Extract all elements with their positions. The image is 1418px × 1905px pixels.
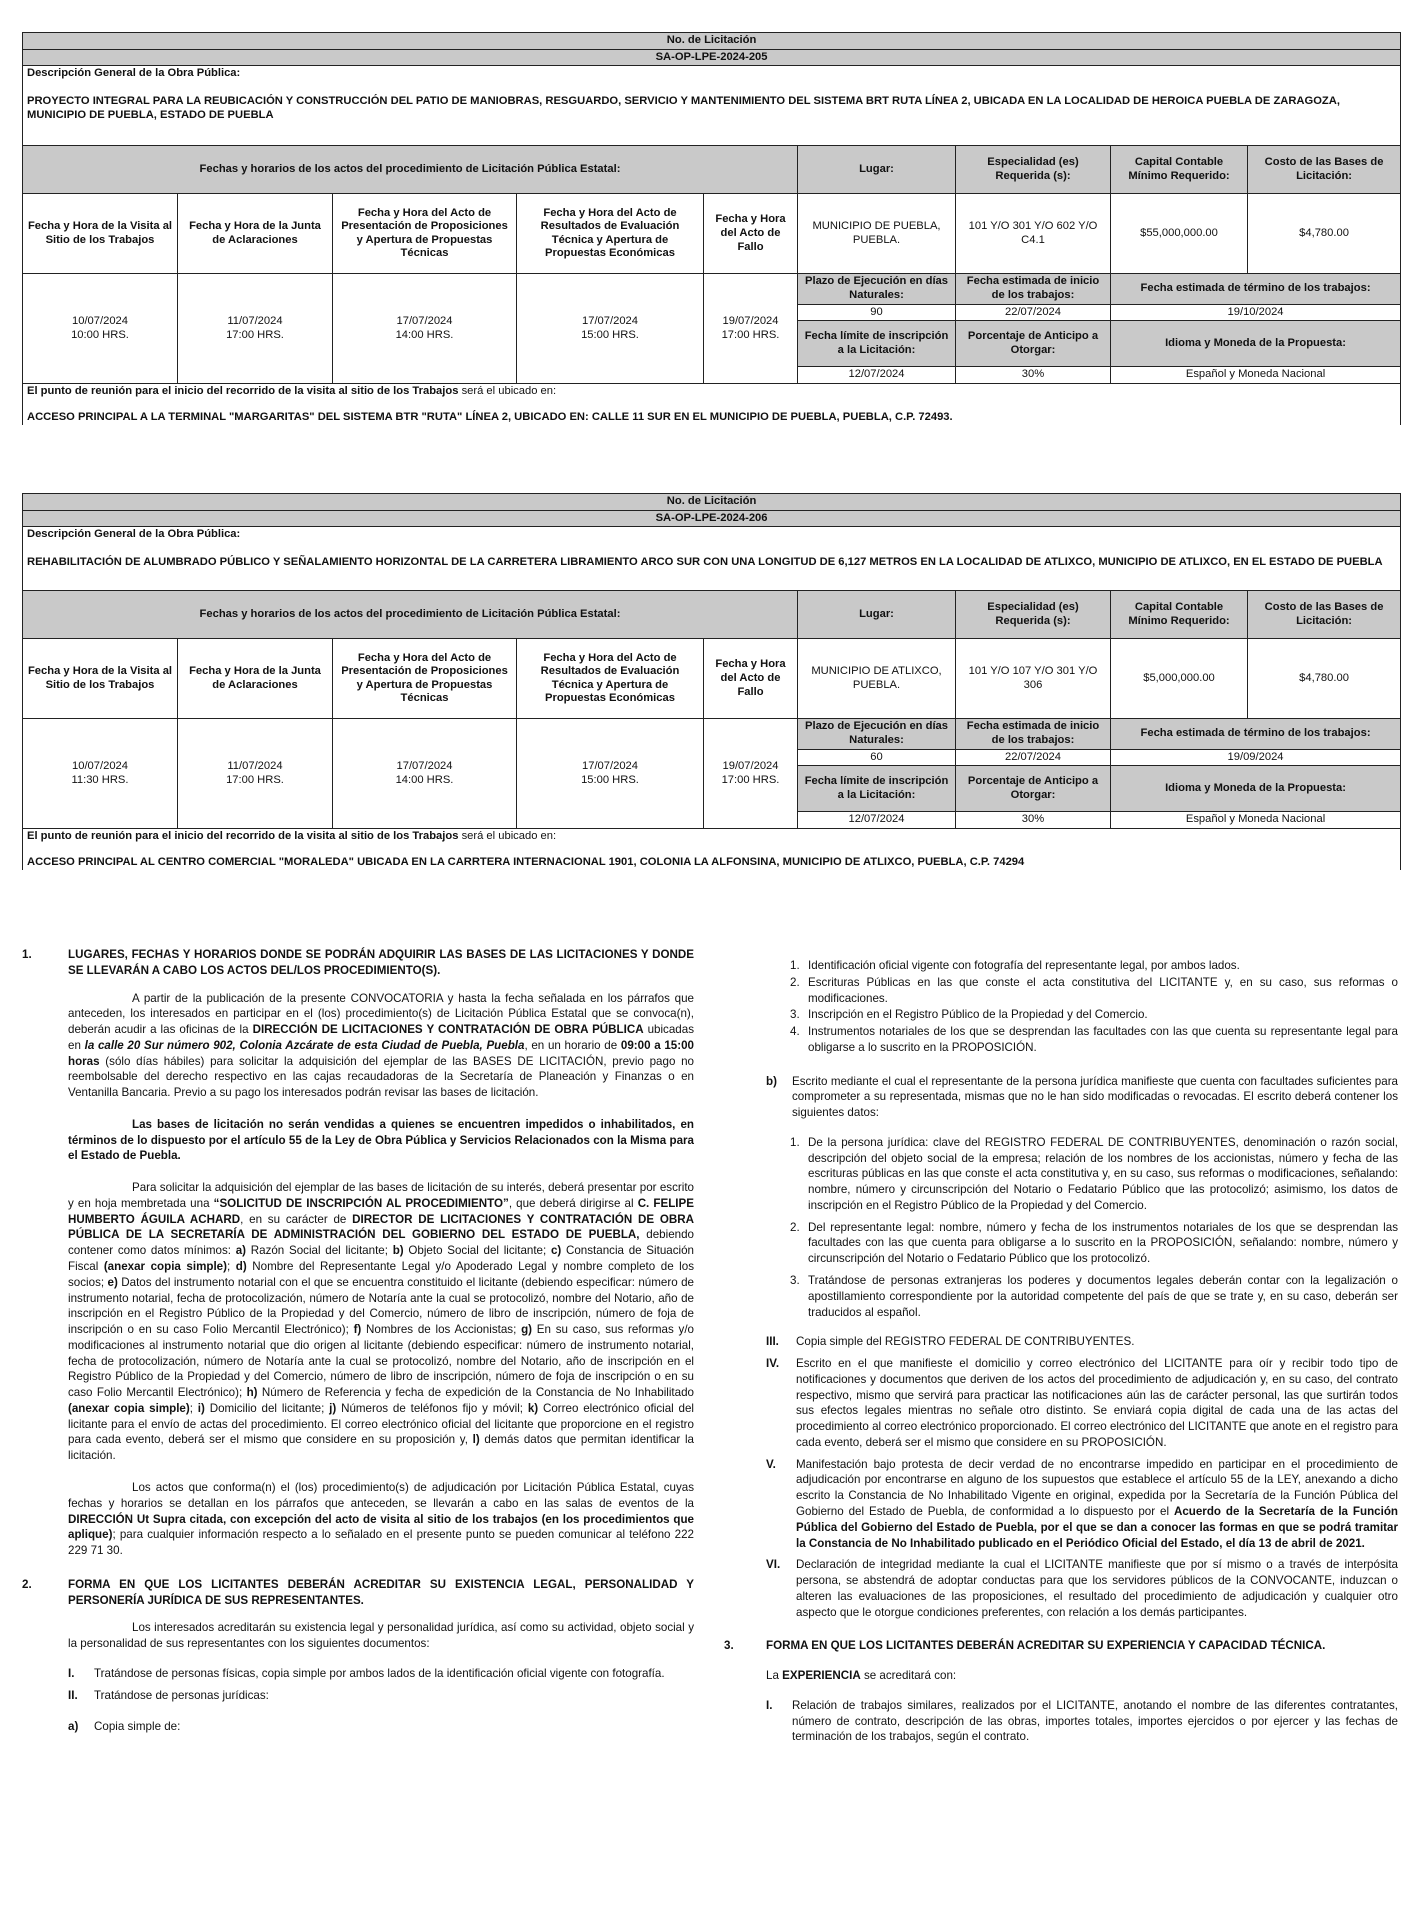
text-bold: C. FELIPE HUMBERTO ÁGUILA ACHARD <box>68 1196 694 1226</box>
section-2-heading <box>22 1577 694 1609</box>
item-marker: 3. <box>790 1274 800 1288</box>
fechas-header: Fechas y horarios de los actos del procedimiento de Licitación Pública Estatal: <box>23 591 798 639</box>
plazo-value: 60 <box>798 749 956 766</box>
section-2-body <box>22 1620 694 1735</box>
presentacion-date: 17/07/2024 <box>396 759 453 772</box>
text: (sólo días hábiles) para solicitar la adquisición del ejemplar de las BASES DE LICITACIÓN, previo pago no reembolsable del derecho respectivo en las cajas recaudadoras de la Secretaría de Planeación y Finanzas o en Ventanilla Bancaria. Previo a su pago los interesados podrán revisar las bases de licitación. <box>68 1054 694 1100</box>
visita-datetime <box>23 274 178 384</box>
list-item <box>790 975 1398 1007</box>
left-column <box>22 947 694 1741</box>
item-text: Identificación oficial vigente con fotografía del representante legal, por ambos lados. <box>808 959 1240 972</box>
visita-datetime <box>23 719 178 829</box>
list-item <box>766 1698 1398 1745</box>
item-marker: 1. <box>790 959 800 972</box>
idioma-header: Idioma y Moneda de la Propuesta: <box>1111 321 1401 367</box>
especialidad-header: Especialidad (es) Requerida (s): <box>956 591 1111 639</box>
text: ; para cualquier información respecto a lo señalado en el presente punto se pueden comunicar al teléfono 222 229 71 30. <box>68 1528 694 1558</box>
visita-date: 10/07/2024 <box>72 314 128 327</box>
resultados-time: 15:00 HRS. <box>581 328 639 341</box>
item-marker: V. <box>766 1457 776 1471</box>
text-bold: Acuerdo de la Secretaría de la Función Pública del Gobierno del Estado de Puebla, por el que se dan a conocer las formas en que se podrá tramitar la Constancia de No Inhabilitado publicado en el Periódico Oficial del Estado, el día 13 de abril de 2021. <box>796 1504 1398 1550</box>
list-item <box>790 1007 1398 1023</box>
item-text: De la persona jurídica: clave del REGISTRO FEDERAL DE CONTRIBUYENTES, denominación o razón social, descripción del objeto social de la empresa; relación de los nombres de los accionistas, número y fecha de las escrituras públicas en las que conste el acta constitutiva y, en su caso, sus reformas o modificaciones, señalando: nombre, número y circunscripción del Notario o Fedatario Público que las protocolizó; asimismo, los datos de inscripción en el Registro Público de la Propiedad y del Comercio. <box>808 1135 1398 1212</box>
text-bold: j) <box>329 1401 337 1415</box>
item-text: Copia simple de: <box>94 1720 181 1734</box>
anticipo-value: 30% <box>956 367 1111 384</box>
junta-time: 17:00 HRS. <box>226 328 284 341</box>
especialidad-header: Especialidad (es) Requerida (s): <box>956 146 1111 194</box>
resultados-datetime <box>517 274 704 384</box>
termino-header: Fecha estimada de término de los trabajos: <box>1111 719 1401 749</box>
idioma-value: Español y Moneda Nacional <box>1111 367 1401 384</box>
text: Correo electrónico oficial del licitante para el envío de actas del procedimiento. El correo electrónico oficial del licitante que proporcione en el registro para cada evento, deberá ser el mismo que considere en su proposición y, <box>68 1401 695 1447</box>
junta-date: 11/07/2024 <box>227 314 283 327</box>
fallo-time: 17:00 HRS. <box>721 328 780 341</box>
text-bold: DIRECTOR DE LICITACIONES Y CONTRATACIÓN DE OBRA PÚBLICA DE LA SECRETARÍA DE ADMINISTRACIÓN DEL GOBIERNO DEL ESTADO DE PUEBLA, <box>68 1212 695 1242</box>
text: Domicilio del licitante; <box>204 1401 330 1415</box>
capital-header: Capital Contable Mínimo Requerido: <box>1111 146 1248 194</box>
text: Objeto Social del licitante; <box>403 1244 551 1258</box>
presentacion-date: 17/07/2024 <box>396 314 453 327</box>
inicio-value: 22/07/2024 <box>956 749 1111 766</box>
punto-suffix: será el ubicado en: <box>461 829 557 842</box>
fallo-datetime <box>704 274 798 384</box>
capital-value: $55,000,000.00 <box>1111 194 1248 274</box>
text-bold: EXPERIENCIA <box>782 1669 861 1683</box>
limite-header: Fecha límite de inscripción a la Licitación: <box>798 766 956 812</box>
fechas-header: Fechas y horarios de los actos del procedimiento de Licitación Pública Estatal: <box>23 146 798 194</box>
text-bold: g) <box>521 1323 533 1337</box>
list-item <box>766 1356 1398 1451</box>
item-text: Tratándose de personas extranjeras los poderes y documentos legales deberán contar con la legalización o apostillamiento correspondiente por la autoridad competente del país de que se trate y, en su caso, deberán ser traducidos al español. <box>808 1274 1398 1319</box>
costo-header: Costo de las Bases de Licitación: <box>1248 591 1401 639</box>
text: ; <box>189 1401 198 1415</box>
list-item <box>790 958 1398 974</box>
item-marker: b) <box>766 1074 777 1088</box>
text-bold: i) <box>197 1401 205 1415</box>
list-item <box>790 1135 1398 1214</box>
visita-time: 10:00 HRS. <box>71 328 129 341</box>
list-item <box>68 1719 694 1735</box>
punto-value: ACCESO PRINCIPAL A LA TERMINAL "MARGARITAS" DEL SISTEMA BTR "RUTA" LÍNEA 2, UBICADO EN: CALLE 11 SUR EN EL MUNICIPIO DE PUEBLA, PUEBLA, C.P. 72493. <box>27 410 953 423</box>
junta-time: 17:00 HRS. <box>226 773 284 786</box>
item-text: Tratándose de personas jurídicas: <box>94 1688 269 1702</box>
item-marker: 4. <box>790 1025 800 1039</box>
text-bold: b) <box>392 1244 404 1258</box>
item-marker: I. <box>766 1698 773 1712</box>
fallo-date: 19/07/2024 <box>722 314 779 327</box>
col-visita-header: Fecha y Hora de la Visita al Sitio de los Trabajos <box>23 639 178 719</box>
capital-header: Capital Contable Mínimo Requerido: <box>1111 591 1248 639</box>
text-bold: l) <box>472 1433 480 1447</box>
resultados-time: 15:00 HRS. <box>581 773 639 786</box>
section-number: 2. <box>22 1577 32 1591</box>
text: , que deberá dirigirse al <box>508 1196 638 1210</box>
item-text: Instrumentos notariales de los que se desprendan las facultades con las que cuenta su representante legal para obligarse a lo suscrito en la PROPOSICIÓN. <box>808 1025 1398 1054</box>
limite-value: 12/07/2024 <box>798 812 956 829</box>
especialidad-value: 101 Y/O 107 Y/O 301 Y/O 306 <box>956 639 1111 719</box>
inicio-value: 22/07/2024 <box>956 304 1111 321</box>
list-item <box>68 1666 694 1682</box>
inicio-header: Fecha estimada de inicio de los trabajos: <box>956 719 1111 749</box>
lugar-header: Lugar: <box>798 146 956 194</box>
item-marker: II. <box>68 1688 78 1702</box>
item-marker: VI. <box>766 1558 781 1572</box>
licitacion-number: SA-OP-LPE-2024-205 <box>23 49 1401 66</box>
list-item <box>766 1334 1398 1350</box>
paragraph: Los interesados acreditarán su existencia legal y personalidad jurídica, así como su actividad, objeto social y la personalidad de sus representantes con los siguientes documentos: <box>68 1621 694 1651</box>
text: A partir de la publicación de la presente CONVOCATORIA y hasta la fecha señalada en los párrafos que anteceden, los interesados en participar en el (los) procedimiento(s) de Licitación Pública Estatal que se convoca(n), deberán acudir a las oficinas de la <box>68 991 694 1037</box>
costo-value: $4,780.00 <box>1248 194 1401 274</box>
list-item <box>724 1074 1398 1121</box>
junta-date: 11/07/2024 <box>227 759 283 772</box>
resultados-date: 17/07/2024 <box>582 314 638 327</box>
anticipo-header: Porcentaje de Anticipo a Otorgar: <box>956 766 1111 812</box>
lugar-header: Lugar: <box>798 591 956 639</box>
right-column <box>724 958 1398 1751</box>
fallo-time: 17:00 HRS. <box>721 773 780 786</box>
punto-suffix: será el ubicado en: <box>461 384 557 397</box>
text: Los actos que conforma(n) el (los) procedimiento(s) de adjudicación por Licitación Pública Estatal, cuyas fechas y horarios se detallan en los párrafos que anteceden, se llevarán a cabo en las salas de eventos de la <box>68 1480 694 1510</box>
item-text: Del representante legal: nombre, número y fecha de los instrumentos notariales de los que se desprendan las facultades con las que cuenta para obligarse a lo suscrito en la PROPOSICIÓN, señalando: nombre, número y circunscripción del Notario o Fedatario Público que los protocolizó. <box>808 1220 1398 1266</box>
text-bold: h) <box>246 1386 258 1400</box>
item-marker: 3. <box>790 1008 800 1022</box>
section-title: FORMA EN QUE LOS LICITANTES DEBERÁN ACREDITAR SU EXPERIENCIA Y CAPACIDAD TÉCNICA. <box>766 1639 1326 1653</box>
list-item <box>790 1024 1398 1056</box>
junta-datetime <box>178 719 333 829</box>
text-bold: DIRECCIÓN Ut Supra citada, con excepción del acto de visita al sitio de los trabajos (en los procedimientos que aplique) <box>68 1512 694 1542</box>
licitacion-table-206 <box>22 493 1401 870</box>
text: debiendo contener como datos mínimos: <box>68 1228 694 1258</box>
paragraph <box>68 1180 694 1464</box>
col-junta-header: Fecha y Hora de la Junta de Aclaraciones <box>178 194 333 274</box>
desc-label: Descripción General de la Obra Pública: <box>27 528 241 541</box>
punto-reunion <box>23 828 1401 870</box>
text-bold: c) <box>550 1244 562 1258</box>
documents-list <box>724 958 1398 1056</box>
text-bold: (anexar copia simple) <box>103 1260 227 1274</box>
presentacion-datetime <box>333 719 517 829</box>
item-text: Copia simple del REGISTRO FEDERAL DE CONTRIBUYENTES. <box>796 1335 1135 1349</box>
text-bold: “SOLICITUD DE INSCRIPCIÓN AL PROCEDIMIENTO” <box>213 1196 509 1210</box>
obra-description <box>23 527 1401 591</box>
paragraph <box>68 991 694 1101</box>
termino-header: Fecha estimada de término de los trabajos: <box>1111 274 1401 304</box>
list-item <box>790 1220 1398 1267</box>
col-junta-header: Fecha y Hora de la Junta de Aclaraciones <box>178 639 333 719</box>
section-1-body <box>22 991 694 1559</box>
section-number: 3. <box>724 1639 734 1653</box>
visita-date: 10/07/2024 <box>72 759 128 772</box>
idioma-header: Idioma y Moneda de la Propuesta: <box>1111 766 1401 812</box>
presentacion-time: 14:00 HRS. <box>395 773 454 786</box>
text-bold: 09:00 a 15:00 horas <box>68 1038 694 1068</box>
especialidad-value: 101 Y/O 301 Y/O 602 Y/O C4.1 <box>956 194 1111 274</box>
paragraph <box>68 1480 694 1559</box>
presentacion-time: 14:00 HRS. <box>395 328 454 341</box>
item-marker: 2. <box>790 1220 800 1234</box>
junta-datetime <box>178 274 333 384</box>
no-licitacion-label: No. de Licitación <box>23 33 1401 50</box>
list-item <box>790 1273 1398 1320</box>
text: , en su carácter de <box>240 1212 353 1226</box>
text: demás datos que permitan identificar la licitación. <box>68 1433 694 1463</box>
item-text: Declaración de integridad mediante la cual el LICITANTE manifieste que por sí mismo o a través de interpósita persona, se abstendrá de adoptar conductas para que los servidores públicos de la CONVOCANTE, induzcan o alteren las evaluaciones de las proposiciones, el resultado del procedimiento de adjudicación y cualquier otro aspecto que le otorgue condiciones preferentes, con relación a los demás participantes. <box>796 1558 1398 1619</box>
text: La <box>766 1669 783 1683</box>
item-marker: 2. <box>790 975 800 989</box>
resultados-datetime <box>517 719 704 829</box>
plazo-header: Plazo de Ejecución en días Naturales: <box>798 719 956 749</box>
text: se acreditará con: <box>860 1669 957 1683</box>
col-fallo-header: Fecha y Hora del Acto de Fallo <box>704 639 798 719</box>
punto-value: ACCESO PRINCIPAL AL CENTRO COMERCIAL "MORALEDA" UBICADA EN LA CARRTERA INTERNACIONAL 1901, COLONIA LA ALFONSINA, MUNICIPIO DE ATLIXCO, PUEBLA, C.P. 74294 <box>27 855 1025 868</box>
item-text: Inscripción en el Registro Público de la Propiedad y del Comercio. <box>808 1008 1148 1022</box>
text-bold-italic: la calle 20 Sur número 902, Colonia Azcárate de esta Ciudad de Puebla, Puebla <box>84 1038 525 1052</box>
licitacion-table-205 <box>22 32 1401 425</box>
text: En su caso, sus reformas y/o modificaciones al instrumento notarial que dio origen al licitante (debiendo especificar: número de instrumento notarial, fecha de protocolización, número de Notaría ante la cual se protocolizó, nombre del Notario, año de inscripción en el Registro Público de la Propiedad y del Comercio, número de libro de inscripción, número de foja de inscripción o en su caso Folio Mercantil Electrónico); <box>68 1323 694 1400</box>
resultados-date: 17/07/2024 <box>582 759 638 772</box>
text: Para solicitar la adquisición del ejemplar de las bases de licitación de su interés, deberá presentar por escrito y en hoja membretada una <box>68 1181 694 1210</box>
text: ubicadas en <box>68 1023 694 1052</box>
visita-time: 11:30 HRS. <box>71 773 129 786</box>
col-resultados-header: Fecha y Hora del Acto de Resultados de Evaluación Técnica y Apertura de Propuestas Económicas <box>517 639 704 719</box>
text: Nombre del Representante Legal y/o Apoderado Legal y nombre completo de los socios; <box>68 1260 695 1289</box>
punto-reunion <box>23 383 1401 425</box>
section-3-body <box>724 1668 1398 1745</box>
anticipo-header: Porcentaje de Anticipo a Otorgar: <box>956 321 1111 367</box>
col-fallo-header: Fecha y Hora del Acto de Fallo <box>704 194 798 274</box>
desc-text: REHABILITACIÓN DE ALUMBRADO PÚBLICO Y SEÑALAMIENTO HORIZONTAL DE LA CARRETERA LIBRAMIENTO ARCO SUR CON UNA LONGITUD DE 6,127 METROS EN LA LOCALIDAD DE ATLIXCO, MUNICIPIO DE ATLIXCO, EN EL ESTADO DE PUEBLA <box>27 555 1383 568</box>
anticipo-value: 30% <box>956 812 1111 829</box>
lugar-value: MUNICIPIO DE PUEBLA, PUEBLA. <box>798 194 956 274</box>
licitacion-number: SA-OP-LPE-2024-206 <box>23 510 1401 527</box>
no-licitacion-label: No. de Licitación <box>23 494 1401 511</box>
plazo-header: Plazo de Ejecución en días Naturales: <box>798 274 956 304</box>
text-bold: (anexar copia simple) <box>68 1401 190 1415</box>
punto-label: El punto de reunión para el inicio del recorrido de la visita al sitio de los Trabajos <box>27 829 459 842</box>
text-bold: k) <box>527 1401 539 1415</box>
termino-value: 19/10/2024 <box>1111 304 1401 321</box>
item-marker: IV. <box>766 1357 780 1371</box>
list-item <box>68 1688 694 1704</box>
text-bold: Las bases de licitación no serán vendidas a quienes se encuentren impedidos o inhabilitados, en términos de lo dispuesto por el artículo 55 de la Ley de Obra Pública y Servicios Relacionados con la Misma para el Estado de Puebla. <box>68 1117 694 1163</box>
punto-label: El punto de reunión para el inicio del recorrido de la visita al sitio de los Trabajos <box>27 384 459 397</box>
capital-value: $5,000,000.00 <box>1111 639 1248 719</box>
text-bold: d) <box>235 1260 247 1274</box>
list-item <box>766 1557 1398 1620</box>
desc-label: Descripción General de la Obra Pública: <box>27 67 241 80</box>
col-resultados-header: Fecha y Hora del Acto de Resultados de Evaluación Técnica y Apertura de Propuestas Económicas <box>517 194 704 274</box>
text: Números de teléfonos fijo y móvil; <box>336 1401 528 1415</box>
section-title: FORMA EN QUE LOS LICITANTES DEBERÁN ACREDITAR SU EXISTENCIA LEGAL, PERSONALIDAD Y PERSONERÍA JURÍDICA DE SUS REPRESENTANTES. <box>68 1577 694 1607</box>
desc-text: PROYECTO INTEGRAL PARA LA REUBICACIÓN Y CONSTRUCCIÓN DEL PATIO DE MANIOBRAS, RESGUARDO, SERVICIO Y MANTENIMIENTO DEL SISTEMA BRT RUTA LÍNEA 2, UBICADA EN LA LOCALIDAD DE HEROICA PUEBLA DE ZARAGOZA, MUNICIPIO DE PUEBLA, ESTADO DE PUEBLA <box>27 94 1340 121</box>
section-number: 1. <box>22 948 32 961</box>
text: Datos del instrumento notarial con el que se encuentra constituido el licitante (debiendo especificar: número de instrumento notarial, fecha de protocolización, número de Notaría ante la cual se protocolizó, nombre del Notario, año de inscripción en el Registro Público de la Propiedad y del Comercio, número de libro de inscripción, número de foja de inscripción o en su caso Folio Mercantil Electrónico); <box>68 1275 694 1337</box>
text: , en un horario de <box>524 1038 621 1052</box>
section-1-heading <box>22 947 694 979</box>
escrito-list <box>724 1135 1398 1320</box>
fallo-date: 19/07/2024 <box>722 759 779 772</box>
plazo-value: 90 <box>798 304 956 321</box>
text: Manifestación bajo protesta de decir verdad de no encontrarse impedido en participar en el procedimiento de adjudicación por encontrarse en alguno de los supuestos que establece el artículo 55 de la LEY, anexando a dicho escrito la Constancia de No Inhabilitado Vigente en original, expedida por la Secretaría de la Función Pública del Gobierno del Estado de Puebla, de conformidad a lo dispuesto por el <box>796 1457 1398 1518</box>
inicio-header: Fecha estimada de inicio de los trabajos: <box>956 274 1111 304</box>
costo-header: Costo de las Bases de Licitación: <box>1248 146 1401 194</box>
obra-description <box>23 66 1401 146</box>
lugar-value: MUNICIPIO DE ATLIXCO, PUEBLA. <box>798 639 956 719</box>
item-text: Escrituras Públicas en las que conste el acta constitutiva del LICITANTE y, en su caso, sus reformas o modificaciones. <box>808 975 1398 1005</box>
text-bold: e) <box>107 1275 118 1289</box>
roman-list <box>724 1334 1398 1620</box>
text: ; <box>227 1260 236 1274</box>
col-visita-header: Fecha y Hora de la Visita al Sitio de los Trabajos <box>23 194 178 274</box>
item-marker: a) <box>68 1720 79 1734</box>
item-marker: III. <box>766 1335 779 1349</box>
termino-value: 19/09/2024 <box>1111 749 1401 766</box>
limite-header: Fecha límite de inscripción a la Licitación: <box>798 321 956 367</box>
text-bold: DIRECCIÓN DE LICITACIONES Y CONTRATACIÓN DE OBRA PÚBLICA <box>252 1023 644 1037</box>
section-3-heading <box>724 1638 1398 1654</box>
text: Constancia de Situación Fiscal <box>68 1244 694 1274</box>
item-text: Escrito mediante el cual el representante de la persona jurídica manifieste que cuenta con facultades suficientes para comprometer a su representada, mismas que no le han sido modificadas o revocadas. El escrito deberá contener los siguientes datos: <box>792 1074 1398 1120</box>
list-item <box>766 1457 1398 1552</box>
text-bold: f) <box>353 1323 362 1337</box>
paragraph <box>766 1668 1398 1684</box>
col-presentacion-header: Fecha y Hora del Acto de Presentación de Proposiciones y Apertura de Propuestas Técnicas <box>333 194 517 274</box>
text: Nombres de los Accionistas; <box>361 1323 522 1337</box>
item-marker: 1. <box>790 1135 800 1149</box>
text-bold: a) <box>235 1244 247 1258</box>
item-text: Tratándose de personas físicas, copia simple por ambos lados de la identificación oficial vigente con fotografía. <box>94 1666 665 1680</box>
fallo-datetime <box>704 719 798 829</box>
presentacion-datetime <box>333 274 517 384</box>
limite-value: 12/07/2024 <box>798 367 956 384</box>
idioma-value: Español y Moneda Nacional <box>1111 812 1401 829</box>
item-text: Relación de trabajos similares, realizados por el LICITANTE, anotando el nombre de las diferentes contratantes, número de contrato, descripción de las obras, importes totales, importes ejercidos o por ejercer y las fechas de terminación de los trabajos, según el contrato. <box>792 1698 1398 1744</box>
costo-value: $4,780.00 <box>1248 639 1401 719</box>
col-presentacion-header: Fecha y Hora del Acto de Presentación de Proposiciones y Apertura de Propuestas Técnicas <box>333 639 517 719</box>
text: Razón Social del licitante; <box>246 1244 393 1258</box>
text: Número de Referencia y fecha de expedición de la Constancia de No Inhabilitado <box>257 1386 694 1400</box>
item-marker: I. <box>68 1666 75 1680</box>
item-text: Escrito en el que manifieste el domicilio y correo electrónico del LICITANTE para oír y recibir todo tipo de notificaciones y documentos que deriven de los actos del procedimiento de adjudicación y, en su caso, del contrato respectivo, mismo que servirá para practicar las notificaciones aún las de carácter personal, las que surtirán todos sus efectos legales mientras no señale otro distinto. Se enviará copia digital de cada una de las actas del procedimiento al correo electrónico proporcionado. El correo electrónico del LICITANTE que anote en el registro para cada evento, deberá ser el mismo que considere en su PROPOSICIÓN. <box>796 1357 1398 1449</box>
section-title: LUGARES, FECHAS Y HORARIOS DONDE SE PODRÁN ADQUIRIR LAS BASES DE LAS LICITACIONES Y DONDE SE LLEVARÁN A CABO LOS ACTOS DEL/LOS PROCEDIMIENTO(S). <box>68 948 694 977</box>
paragraph <box>68 1117 694 1164</box>
